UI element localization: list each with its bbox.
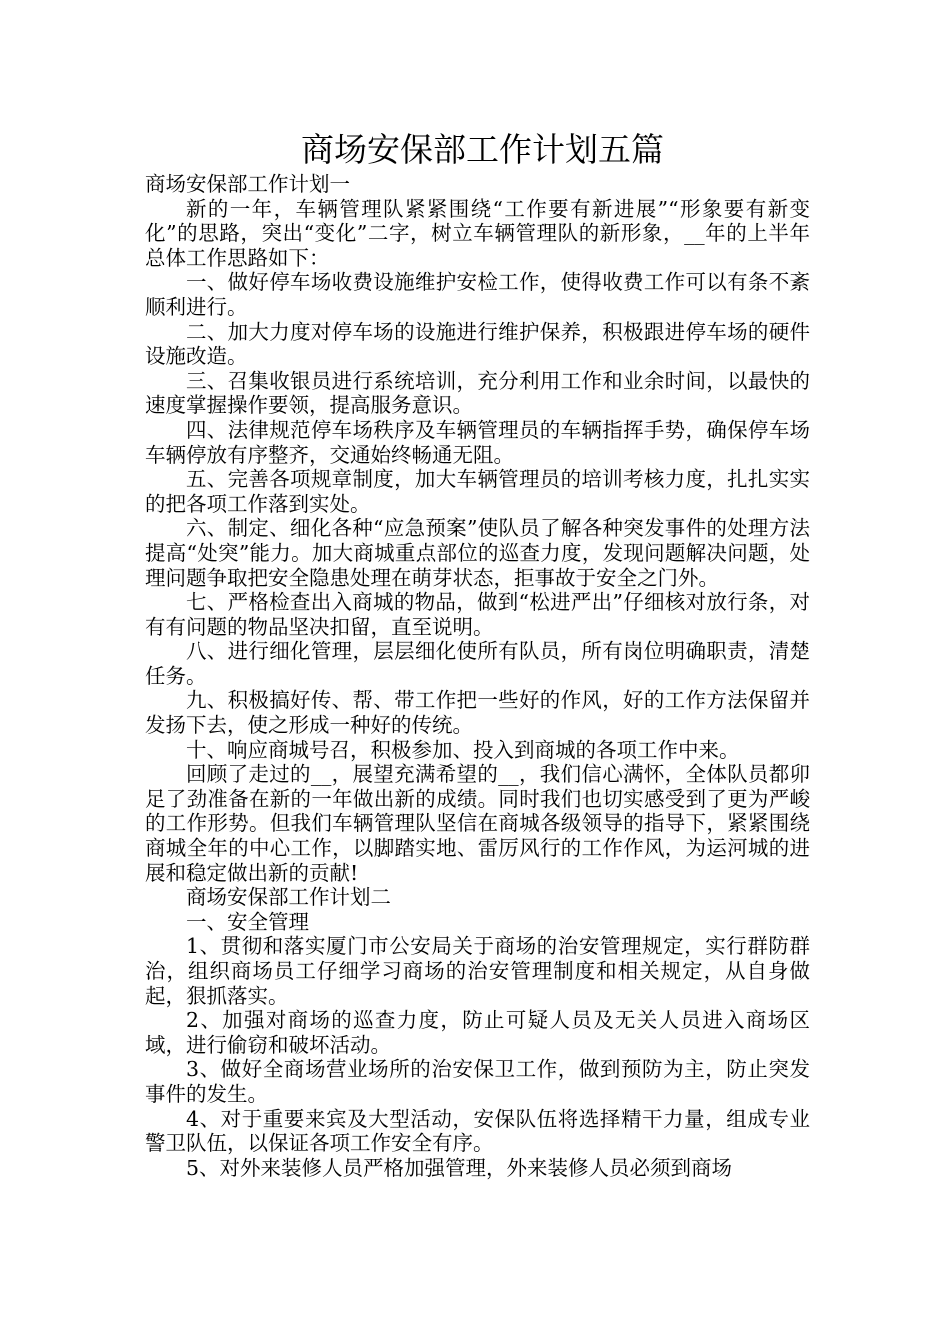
- document-page: [145, 128, 810, 1180]
- paragraph: 六、制定、细化各种“应急预案”使队员了解各种突发事件的处理方法提高“处突”能力。加大商城重点部位的巡查力度，发现问题解决问题，处理问题争取把安全隐患处理在萌芽状态，拒事故于安全之门外。: [145, 516, 810, 590]
- paragraph: 商场安保部工作计划二: [186, 885, 391, 910]
- paragraph: 五、完善各项规章制度，加大车辆管理员的培训考核力度，扎扎实实的把各项工作落到实处。: [145, 467, 810, 516]
- paragraph: 2、加强对商场的巡查力度，防止可疑人员及无关人员进入商场区域，进行偷窃和破坏活动。: [145, 1008, 810, 1057]
- paragraph: 二、加大力度对停车场的设施进行维护保养，积极跟进停车场的硬件设施改造。: [145, 319, 810, 369]
- paragraph: 十、响应商城号召，积极参加、投入到商城的各项工作中来。: [186, 737, 740, 762]
- paragraph: 八、进行细化管理，层层细化使所有队员，所有岗位明确职责，清楚任务。: [145, 639, 810, 688]
- paragraph: 商场安保部工作计划一: [145, 172, 350, 196]
- paragraph: 三、召集收银员进行系统培训，充分利用工作和业余时间，以最快的速度掌握操作要领，提高服务意识。: [145, 368, 810, 418]
- document-body: [145, 172, 810, 1180]
- paragraph: 四、法律规范停车场秩序及车辆管理员的车辆指挥手势，确保停车场车辆停放有序整齐，交通始终畅通无阻。: [145, 417, 810, 467]
- paragraph: 3、做好全商场营业场所的治安保卫工作，做到预防为主，防止突发事件的发生。: [145, 1057, 810, 1106]
- paragraph: 5、对外来装修人员严格加强管理，外来装修人员必须到商场: [186, 1155, 733, 1180]
- paragraph: 一、安全管理: [186, 909, 309, 934]
- document-title: 商场安保部工作计划五篇: [301, 130, 664, 169]
- paragraph: 七、严格检查出入商城的物品，做到“松进严出”仔细核对放行条，对有有问题的物品坚决扣留，直至说明。: [145, 590, 810, 639]
- paragraph: 九、积极搞好传、帮、带工作把一些好的作风，好的工作方法保留并发扬下去，使之形成一种好的传统。: [145, 688, 810, 738]
- paragraph: 回顾了走过的__，展望充满希望的__，我们信心满怀，全体队员都卯足了劲准备在新的一年做出新的成绩。同时我们也切实感受到了更为严峻的工作形势。但我们车辆管理队坚信在商城各级领导的指导下，紧紧围绕商城全年的中心工作，以脚踏实地、雷厉风行的工作作风，为运河城的进展和稳定做出新的贡献!: [145, 762, 810, 885]
- paragraph: 1、贯彻和落实厦门市公安局关于商场的治安管理规定，实行群防群治，组织商场员工仔细学习商场的治安管理制度和相关规定，从自身做起，狠抓落实。: [145, 934, 810, 1008]
- paragraph: 4、对于重要来宾及大型活动，安保队伍将选择精干力量，组成专业警卫队伍，以保证各项工作安全有序。: [145, 1106, 810, 1156]
- paragraph: 一、做好停车场收费设施维护安检工作，使得收费工作可以有条不紊顺利进行。: [145, 270, 810, 319]
- paragraph: 新的一年，车辆管理队紧紧围绕“工作要有新进展”“形象要有新变化”的思路，突出“变化”二字，树立车辆管理队的新形象，__年的上半年总体工作思路如下：: [145, 196, 810, 270]
